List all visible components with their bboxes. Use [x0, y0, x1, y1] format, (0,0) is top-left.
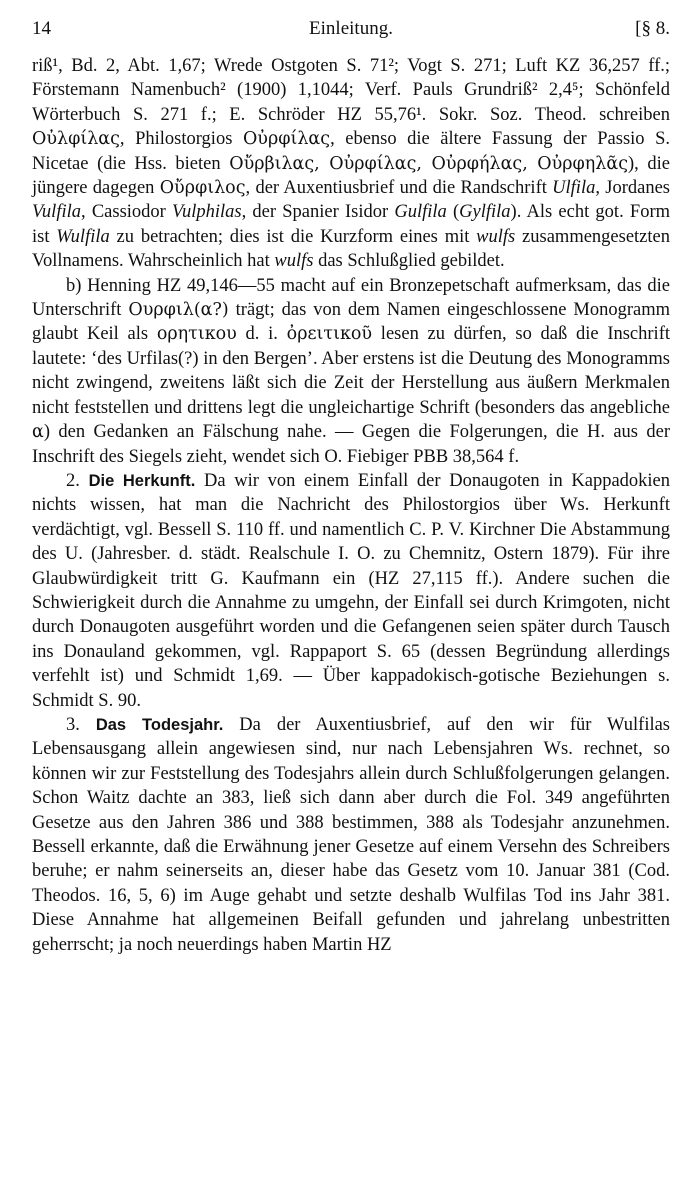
section-reference: [§ 8. [635, 18, 670, 39]
italic-term: Vulphilas [172, 202, 242, 223]
text-run: Da der Auxentiusbrief, auf den wir für Wulfilas Lebensausgang allein angewiesen sind, nur nach Lebensjahren Ws. rechnet, so können wir zur Feststellung des Todesjahrs allein durch Schlußfolgerungen gelangen. Schon Waitz dachte an 383, ließ sich dann aber durch die Fol. 349 angeführten Gesetze aus den Jahren 386 und 388 bestimmen, 388 als Todesjahr anzunehmen. Bessell erkannte, daß die Erwähnung jener Gesetze auf einem Versehn des Schreibers beruhe; er nahm seinerseits an, dieser habe das Gesetz vom 10. Januar 381 (Cod. Theodos. 16, 5, 6) im Auge gehabt und setzte deshalb Wulfilas Tod ins Jahr 381. Diese Annahme hat allgemeinen Beifall gefunden und jahrelang unbestritten geherrscht; ja noch neuerdings haben Martin HZ [32, 714, 671, 955]
text-run: , Jordanes [595, 178, 670, 199]
text-run: , der Spanier Isidor [241, 202, 395, 223]
header-title: Einleitung. [309, 18, 393, 39]
text-run: riß¹, Bd. 2, Abt. 1,67; Wrede Ostgoten S. 71²; Vogt S. 271; Luft KZ 36,257 ff.; Förstemann Namenbuch² (1900) 1,1044; Verf. Pauls Grundriß² 2,4⁵; Schönfeld Wörterbuch S. 271 f.; E. Schröder HZ 55,76¹. Sokr. Soz. Theod. schreiben [32, 56, 670, 125]
paragraph-origin [32, 469, 670, 713]
paragraph-seal [32, 274, 670, 469]
text-run: b) Henning HZ 49,146—55 macht auf ein Bronzepetschaft aufmerksam, das die Unterschrift [32, 275, 670, 321]
greek-term: Οὔρφιλος [159, 178, 246, 199]
paragraph-name-forms [32, 54, 670, 274]
section-heading: Das Todesjahr. [95, 715, 224, 734]
greek-term: α [32, 422, 44, 443]
text-run: Da wir von einem Einfall der Donaugoten in Kappadokien nichts wissen, hat man die Nachricht des Philostorgios über Ws. Herkunft verdächtigt, vgl. Bessell S. 110 ff. und namentlich C. P. V. Kirchner Die Abstammung des U. (Jahresber. d. städt. Realschule I. O. zu Chemnitz, Ostern 1879). Für ihre Glaubwürdigkeit tritt G. Kaufmann ein (HZ 27,115 ff.). Andere suchen die Schwierigkeit durch die Annahme zu umgehn, der Einfall sei durch Krimgoten, nicht durch Donaugoten ausgeführt worden und die Gefangenen seien später durch Tausch ins Donauland gekommen, vgl. Rappaport S. 65 (dessen Begründung allerdings verfehlt ist) und Schmidt 1,69. — Über kappadokisch-gotische Beziehungen s. Schmidt S. 90. [32, 470, 671, 711]
text-run: trägt; das von dem Namen eingeschlossene Monogramm glaubt Keil als [32, 300, 670, 345]
text-run: , der Auxentiusbrief und die Randschrift [245, 178, 553, 199]
text-run: ). Als echt got. Form ist [32, 202, 670, 247]
greek-term: ορητικου [156, 324, 237, 345]
greek-term: Οὔρβιλας, Οὐρφίλας, Οὐρφήλας, Οὐρφηλᾶς [229, 153, 629, 174]
section-number: 2. [66, 470, 80, 491]
greek-term: ὀρειτικοῦ [286, 324, 373, 345]
text-run: d. i. [236, 324, 287, 345]
text-run: zusammengesetzten Vollnamens. Wahrscheinlich hat [32, 226, 670, 272]
italic-term: wulfs [476, 226, 516, 247]
text-run: , Philostorgios [119, 129, 243, 150]
text-run: , ebenso die ältere Fassung der Passio S. Nicetae (die Hss. bieten [32, 129, 670, 174]
italic-term: Wulfila [56, 226, 110, 247]
text-run: zu betrachten; dies ist die Kurzform eines mit [109, 226, 477, 247]
text-run: ) den Gedanken an Fälschung nahe. — Gegen die Folgerungen, die H. aus der Inschrift des Siegels zieht, wendet sich O. Fiebiger PBB 38,564 f. [32, 422, 670, 467]
italic-term: Gulfila [394, 202, 447, 223]
greek-term: Ουρφιλ(α?) [128, 300, 229, 321]
text-run: das Schlußglied gebildet. [313, 251, 505, 272]
italic-term: Ulfila [552, 178, 596, 199]
italic-term: wulfs [274, 251, 314, 272]
italic-term: Gylfila [459, 202, 511, 223]
body-text [32, 54, 670, 957]
greek-term: Οὐλφίλας [32, 129, 120, 150]
section-number: 3. [66, 714, 80, 735]
page-number: 14 [32, 18, 51, 39]
italic-term: Vulfila [32, 202, 81, 223]
paragraph-death-year [32, 713, 670, 957]
text-run: lesen zu dürfen, so daß die Inschrift lautete: ‘des Urfilas(?) in den Bergen’. Aber erstens ist die Deutung des Monogramms nicht zwingend, zweitens läßt sich die Zeit der Herstellung aus äußern Merkmalen nicht feststellen und drittens legt die ungleichartige Schrift (besonders das angebliche [32, 324, 670, 418]
section-heading: Die Herkunft. [88, 471, 196, 490]
text-run: ( [446, 202, 460, 223]
text-run: , Cassiodor [81, 202, 173, 223]
greek-term: Οὐρφίλας [242, 129, 331, 150]
running-head [32, 18, 670, 44]
text-run: ), die jüngere dagegen [32, 153, 670, 199]
